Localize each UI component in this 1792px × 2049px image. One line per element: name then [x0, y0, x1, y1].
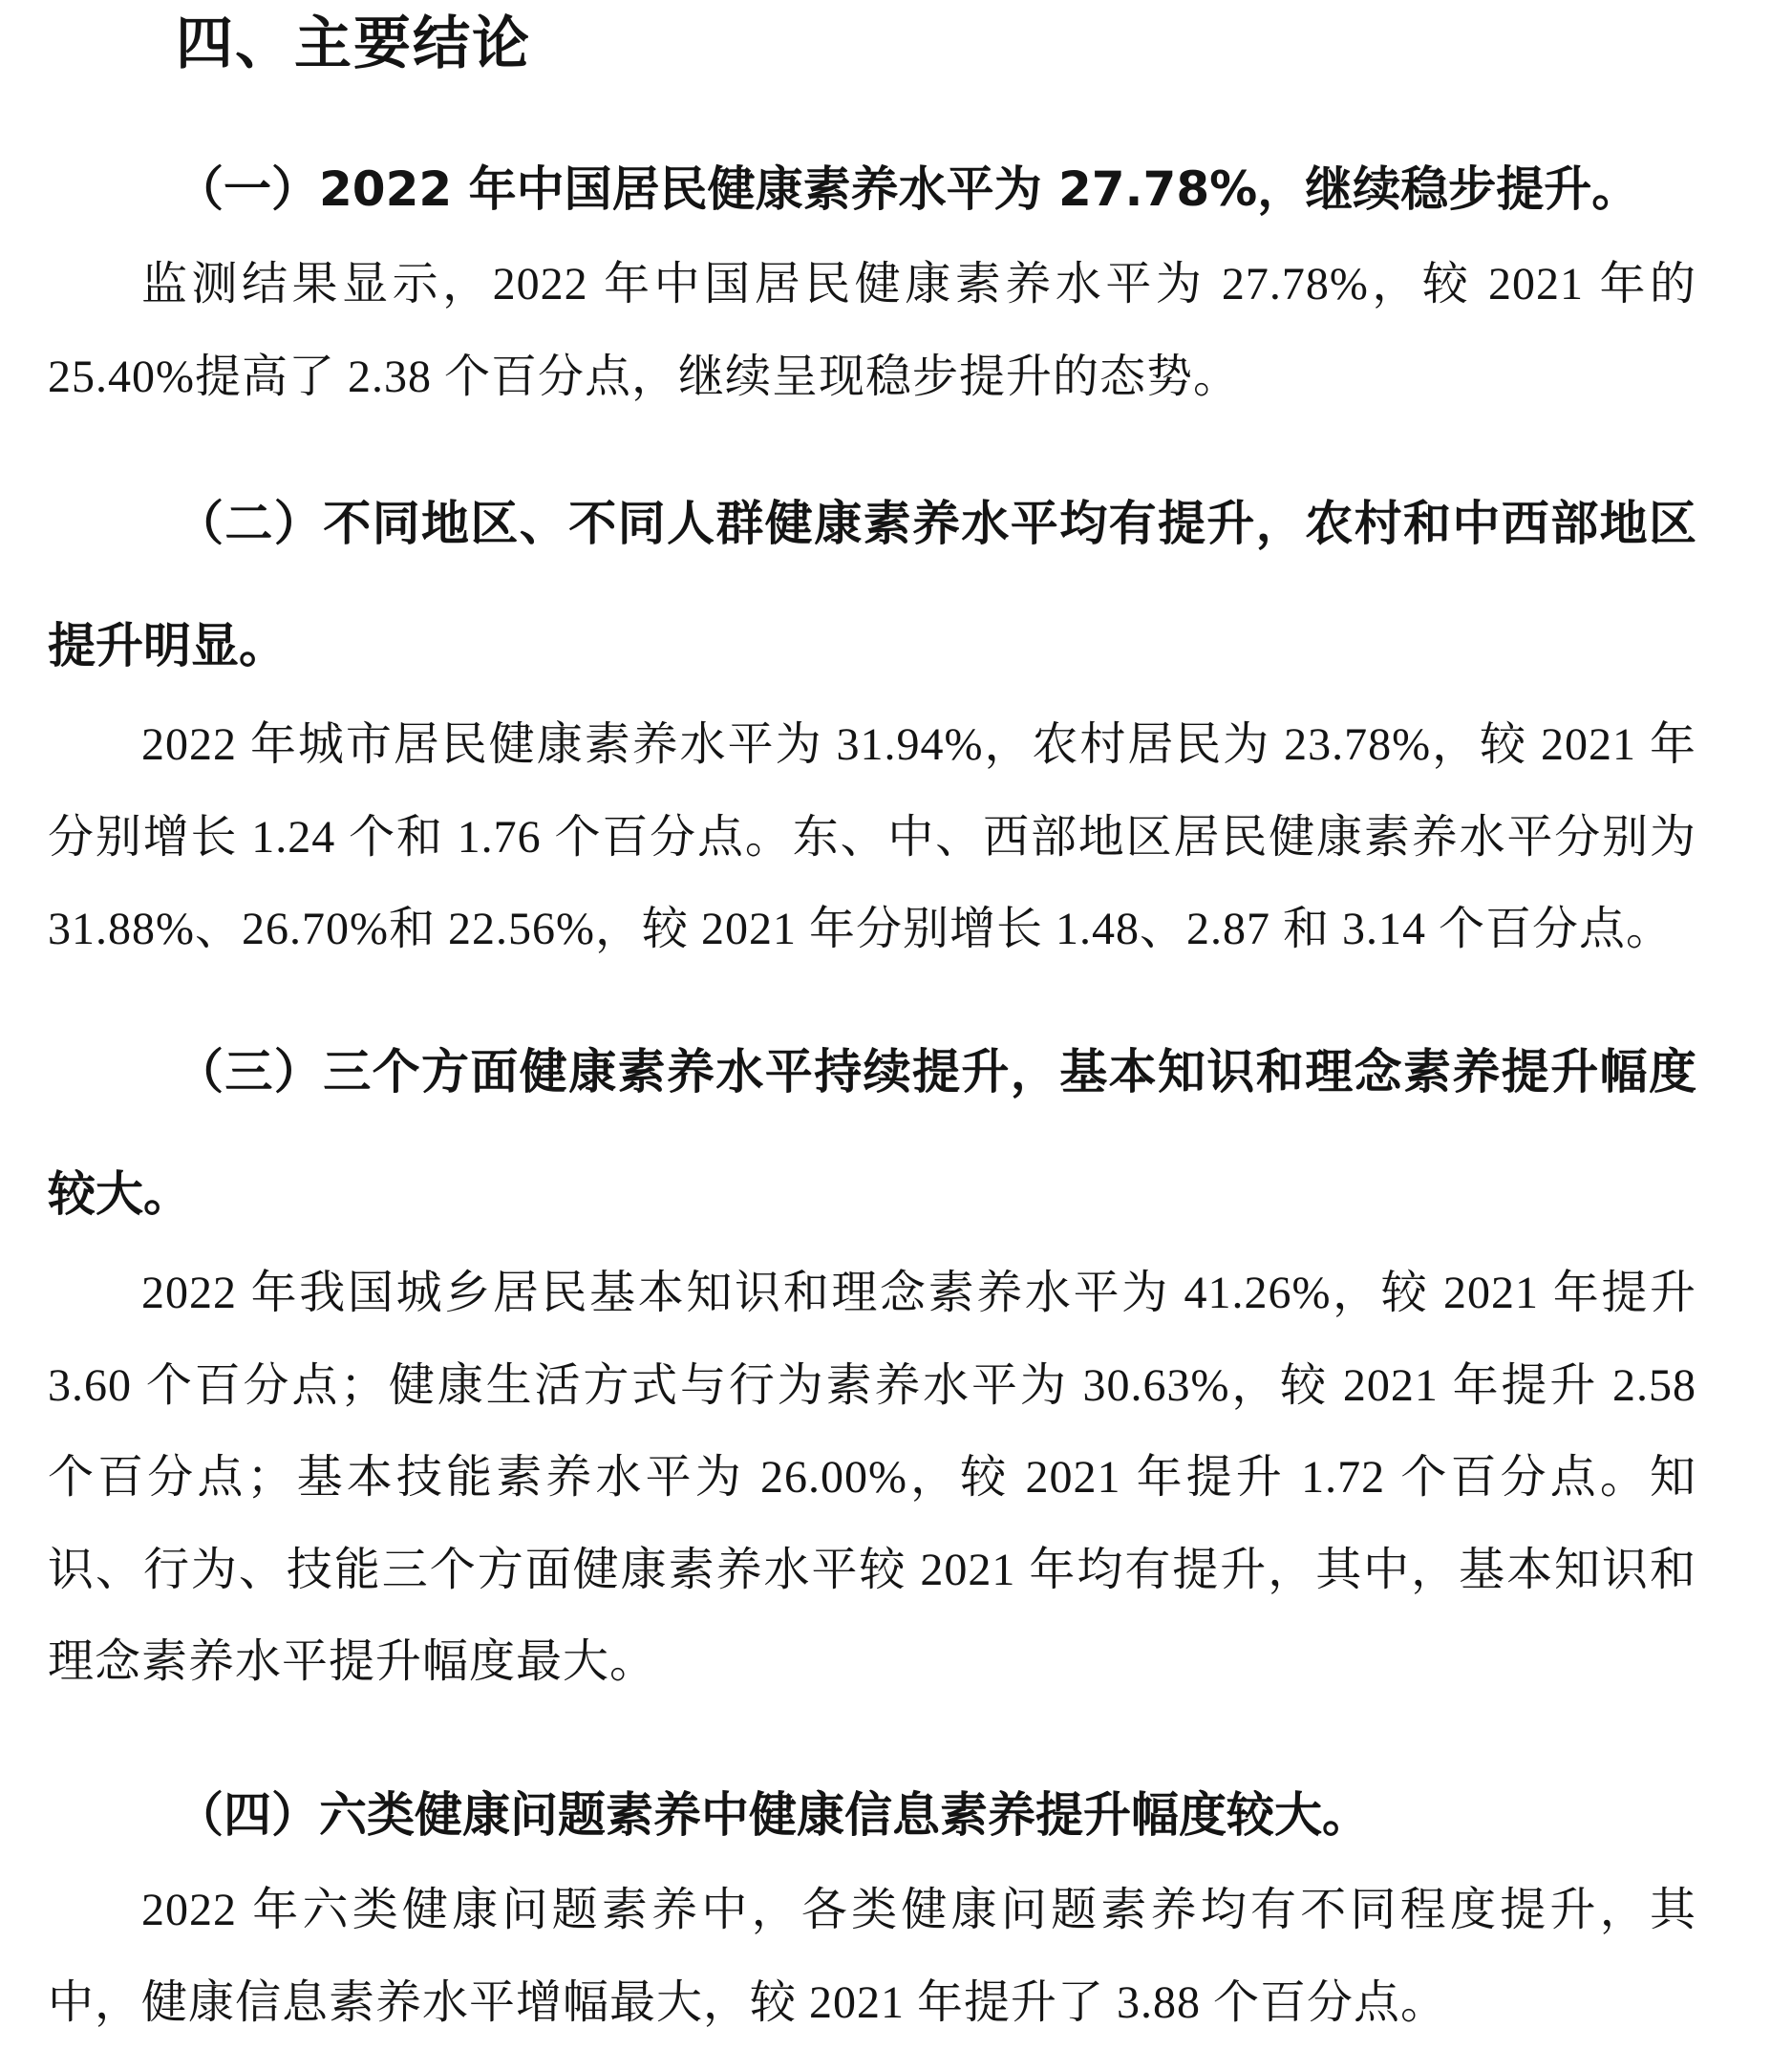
section-2-paragraph: 2022 年城市居民健康素养水平为 31.94%，农村居民为 23.78%，较 2021 年分别增长 1.24 个和 1.76 个百分点。东、中、西部地区居民健康素养水平分别为 31.88%、26.70%和 22.56%，较 2021 年分别增长 1.48、2.87 和 3.14 个百分点。: [48, 719, 1696, 954]
page-title: 四、主要结论: [176, 11, 531, 77]
section-3-heading: （三）三个方面健康素养水平持续提升，基本知识和理念素养提升幅度较大。: [48, 1044, 1696, 1222]
section-4-heading: （四）六类健康问题素养中健康信息素养提升幅度较大。: [176, 1787, 1370, 1843]
section-3-paragraph: 2022 年我国城乡居民基本知识和理念素养水平为 41.26%，较 2021 年提升 3.60 个百分点；健康生活方式与行为素养水平为 30.63%，较 2021 年提升 2.58 个百分点；基本技能素养水平为 26.00%，较 2021 年提升 1.72 个百分点。知识、行为、技能三个方面健康素养水平较 2021 年均有提升，其中，基本知识和理念素养水平提升幅度最大。: [48, 1268, 1696, 1687]
section-4-paragraph: 2022 年六类健康问题素养中，各类健康问题素养均有不同程度提升，其中，健康信息素养水平增幅最大，较 2021 年提升了 3.88 个百分点。: [48, 1885, 1696, 2028]
section-1-paragraph: 监测结果显示，2022 年中国居民健康素养水平为 27.78%，较 2021 年的 25.40%提高了 2.38 个百分点，继续呈现稳步提升的态势。: [48, 259, 1696, 402]
section-1-heading: （一）2022 年中国居民健康素养水平为 27.78%，继续稳步提升。: [176, 161, 1640, 217]
section-2-heading: （二）不同地区、不同人群健康素养水平均有提升，农村和中西部地区提升明显。: [48, 496, 1696, 673]
